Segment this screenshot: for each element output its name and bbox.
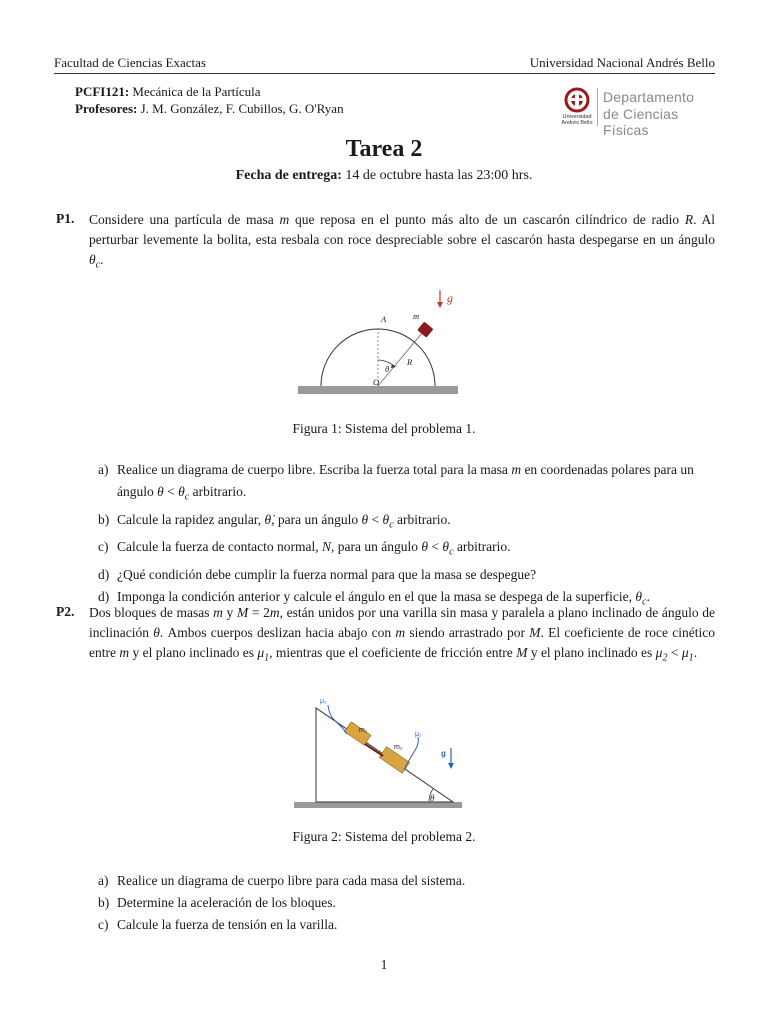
sub-item-letter: a) xyxy=(98,873,109,888)
sub-item-text: Calcule la fuerza de contacto normal, N, para un ángulo $\theta < \theta_c$ arbitrario. xyxy=(117,539,511,559)
sub-item-letter: b) xyxy=(98,511,110,527)
figure-1-label-m: m xyxy=(413,311,420,321)
due-date xyxy=(0,168,768,184)
figure-1-label-A: A xyxy=(381,314,387,324)
sub-item-letter: b) xyxy=(98,895,110,910)
figure-2-label-m2: m₂ xyxy=(394,744,403,751)
sub-item-letter: a) xyxy=(98,462,109,477)
radius-line xyxy=(378,333,422,386)
gravity-arrowhead xyxy=(448,763,454,769)
problem-1-items xyxy=(98,459,715,614)
running-header xyxy=(54,55,715,73)
department-name-line1: Departamento xyxy=(603,89,695,105)
course-code-label: PCFI121: xyxy=(75,84,130,99)
problem-2-statement: Dos bloques de masas m y M = 2m, están unidos por una varilla sin masa y paralela a plano inclinado de ángulo de inclinación θ. Ambos cuerpos deslizan hacia abajo con m siendo arrastrado por M. El coeficiente de roce cinético entre m y el plano inclinado es $\mu_1$, mientras que el coeficiente de fricción entre M y el plano inclinado es $\mu_2 < \mu_1$. xyxy=(89,605,716,664)
due-date-value: 14 de octubre hasta las 23:00 hrs. xyxy=(345,168,533,183)
figure-1 xyxy=(290,282,470,402)
crest-text-line1: Universidad xyxy=(562,114,592,120)
crest-text xyxy=(555,114,599,126)
sub-item-text: Calcule la rapidez angular, θ̇, para un ángulo $\theta < \theta_c$ arbitrario. xyxy=(117,511,451,531)
sub-item-text: Realice un diagrama de cuerpo libre para cada masa del sistema. xyxy=(117,873,466,888)
sub-item-text: Determine la aceleración de los bloques. xyxy=(117,895,336,910)
sub-item-letter: c) xyxy=(98,539,109,555)
particle-block xyxy=(417,322,433,338)
figure-1-caption: Figura 1: Sistema del problema 1. xyxy=(292,421,476,436)
problem-1-statement: Considere una partícula de masa m que reposa en el punto más alto de un cascarón cilíndrico de radio R. Al perturbar levemente la bolita, esta resbala con roce despreciable sobre el cascarón hasta despegarse en un ángulo $\theta_c$. xyxy=(89,212,716,271)
university-name: Universidad Nacional Andrés Bello xyxy=(529,55,715,70)
connecting-rod xyxy=(365,744,383,756)
sub-item xyxy=(98,564,715,586)
professors-line xyxy=(75,100,344,117)
mu1-pointer xyxy=(328,705,347,734)
figure-1-label-R: R xyxy=(407,357,413,367)
sub-item-text: Imponga la condición anterior y calcule el ángulo en el que la masa se despega de la superficie, $\theta_c$. xyxy=(117,589,650,608)
sub-item-text: Calcule la fuerza de tensión en la varilla. xyxy=(117,917,338,932)
figure-1-label-O: O xyxy=(373,377,380,387)
figure-2 xyxy=(290,690,470,815)
department-logo xyxy=(555,86,715,138)
figure-2-label-theta: θ xyxy=(430,793,435,803)
ground-bar xyxy=(294,802,462,808)
sub-item xyxy=(98,892,715,914)
sub-item-text: ¿Qué condición debe cumplir la fuerza normal para que la masa se despegue? xyxy=(117,567,537,583)
course-info xyxy=(75,83,344,117)
sub-item xyxy=(98,870,715,892)
sub-item-letter: d) xyxy=(98,589,110,605)
course-code-value: Mecánica de la Partícula xyxy=(132,84,261,99)
sub-item-letter: d) xyxy=(98,567,110,583)
problem-2-label: P2. xyxy=(56,604,75,619)
university-crest-icon xyxy=(557,86,597,114)
sub-item-text: Realice un diagrama de cuerpo libre. Escriba la fuerza total para la masa m en coordenadas polares para un ángulo $\theta < \theta_c$ arbitrario. xyxy=(117,462,694,503)
sub-item xyxy=(98,509,715,537)
problem-1-label: P1. xyxy=(56,211,75,226)
figure-2-label-g: g xyxy=(441,749,446,758)
crest-text-line2: Andrés Bello xyxy=(561,120,593,126)
problem-2-items xyxy=(98,870,715,936)
figure-2-label-m1: m₁ xyxy=(359,727,368,734)
sub-item xyxy=(98,459,715,509)
sub-item xyxy=(98,536,715,564)
figure-2-caption: Figura 2: Sistema del problema 2. xyxy=(292,829,476,844)
figure-1-label-theta: θ xyxy=(385,364,390,374)
logo-divider xyxy=(597,88,598,126)
header-rule xyxy=(54,73,715,74)
professors-label: Profesores: xyxy=(75,101,138,116)
sub-item-letter: c) xyxy=(98,917,109,932)
sub-item xyxy=(98,914,715,936)
course-line xyxy=(75,83,344,100)
mu2-pointer xyxy=(404,737,418,770)
figure-1-label-g: g xyxy=(447,291,453,305)
gravity-arrowhead xyxy=(437,302,443,308)
page-number: 1 xyxy=(380,957,388,972)
ground-bar xyxy=(298,386,458,394)
department-name-line2: de Ciencias Físicas xyxy=(603,106,679,138)
professors-value: J. M. González, F. Cubillos, G. O'Ryan xyxy=(140,101,344,116)
figure-2-label-mu1: μ₁ xyxy=(320,698,327,705)
figure-2-label-mu2: μ₂ xyxy=(415,731,422,738)
faculty-name: Facultad de Ciencias Exactas xyxy=(54,55,206,70)
due-date-label: Fecha de entrega: xyxy=(235,168,342,183)
assignment-title: Tarea 2 xyxy=(345,136,423,162)
